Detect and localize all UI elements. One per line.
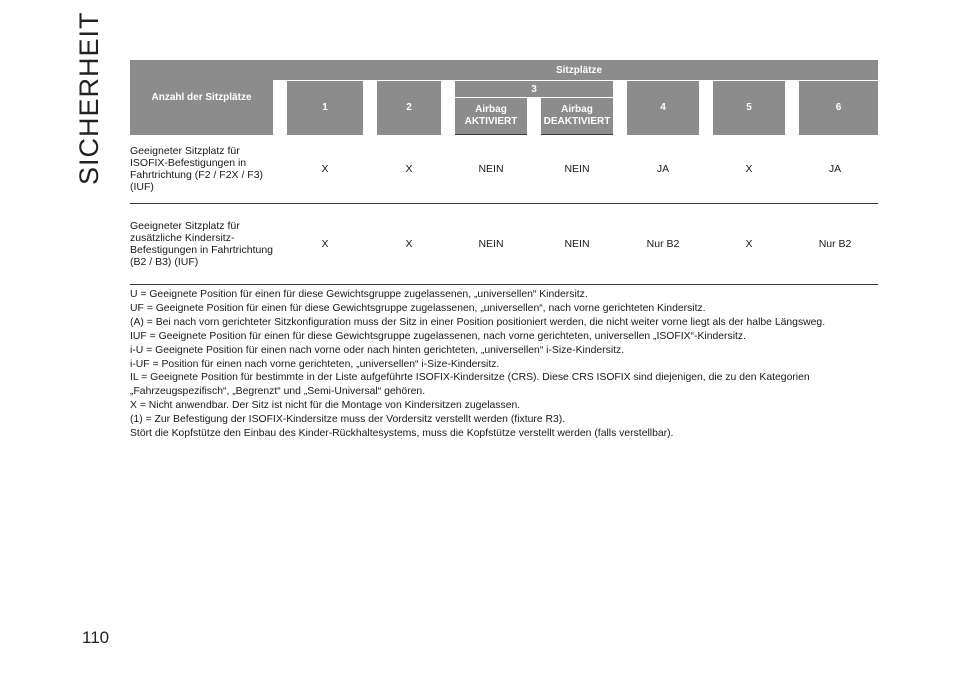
child-seat-table bbox=[130, 60, 878, 285]
note-line: i-U = Geeignete Position für einen nach vorne oder nach hinten gerichteten, „universellen“ i-Size-Kindersitz. bbox=[130, 344, 625, 356]
table-cell: X bbox=[706, 135, 792, 204]
row-label-header: Anzahl der Sitzplätze bbox=[130, 60, 280, 135]
seat-header-6: 6 bbox=[792, 81, 878, 135]
table-cell: X bbox=[370, 135, 448, 204]
note-line: i-UF = Position für einen nach vorne gerichteten, „universellen“ i-Size-Kindersitz. bbox=[130, 358, 500, 370]
airbag-active-header: Airbag AKTIVIERT bbox=[448, 98, 534, 135]
note-line: IUF = Geeignete Position für einen für diese Gewichtsgruppe zugelassenen, nach vorne gerichteten, universellen „ISOFIX“-Kindersitz. bbox=[130, 330, 746, 342]
seat-header-3: 3 bbox=[448, 81, 620, 98]
seat-header-5: 5 bbox=[706, 81, 792, 135]
seat-header-1: 1 bbox=[280, 81, 370, 135]
note-line: UF = Geeignete Position für einen für diese Gewichtsgruppe zugelassenen, „universellen“, nach vorne gerichteten Kindersitz. bbox=[130, 302, 706, 314]
legend-notes bbox=[130, 288, 878, 441]
table-cell: X bbox=[280, 203, 370, 284]
seat-header-4: 4 bbox=[620, 81, 706, 135]
page-number: 110 bbox=[82, 628, 110, 647]
table-cell: NEIN bbox=[534, 203, 620, 284]
section-title: SICHERHEIT bbox=[74, 11, 104, 185]
table-row bbox=[130, 135, 878, 204]
table-cell: Nur B2 bbox=[620, 203, 706, 284]
note-line: X = Nicht anwendbar. Der Sitz ist nicht für die Montage von Kindersitzen zugelassen. bbox=[130, 400, 521, 412]
table-cell: NEIN bbox=[448, 203, 534, 284]
table-cell: Nur B2 bbox=[792, 203, 878, 284]
note-line: IL = Geeignete Position für bestimmte in der Liste aufgeführte ISOFIX-Kindersitze (CRS). Diese CRS ISOFIX sind diejenigen, die zu den Kategorien „Fahrzeugspezifisch“, „Begrenzt“ und „Semi-Universal“ gehören. bbox=[130, 372, 810, 398]
table-cell: X bbox=[706, 203, 792, 284]
row-label: Geeigneter Sitzplatz für zusätzliche Kindersitz-Befestigungen in Fahrtrichtung (B2 / B3) (IUF) bbox=[130, 203, 280, 284]
table-cell: NEIN bbox=[534, 135, 620, 204]
row-label: Geeigneter Sitzplatz für ISOFIX-Befestigungen in Fahrtrichtung (F2 / F2X / F3) (IUF) bbox=[130, 135, 280, 204]
table-row bbox=[130, 203, 878, 284]
table-cell: X bbox=[280, 135, 370, 204]
note-line: (A) = Bei nach vorn gerichteter Sitzkonfiguration muss der Sitz in einer Position positioniert werden, die nicht weiter vorne liegt als der halbe Längsweg. bbox=[130, 316, 826, 328]
table-cell: X bbox=[370, 203, 448, 284]
seat-header-2: 2 bbox=[370, 81, 448, 135]
table-cell: JA bbox=[620, 135, 706, 204]
seats-group-header: Sitzplätze bbox=[280, 60, 878, 81]
note-line: (1) = Zur Befestigung der ISOFIX-Kindersitze muss der Vordersitz verstellt werden (fixture R3). bbox=[130, 414, 566, 426]
child-seat-table-container bbox=[130, 60, 878, 285]
table-cell: JA bbox=[792, 135, 878, 204]
note-line: Stört die Kopfstütze den Einbau des Kinder-Rückhaltesystems, muss die Kopfstütze verstellt werden (falls verstellbar). bbox=[130, 428, 674, 440]
table-cell: NEIN bbox=[448, 135, 534, 204]
note-line: U = Geeignete Position für einen für diese Gewichtsgruppe zugelassenen, „universellen“ Kindersitz. bbox=[130, 289, 588, 300]
airbag-deactivated-header: Airbag DEAKTIVIERT bbox=[534, 98, 620, 135]
